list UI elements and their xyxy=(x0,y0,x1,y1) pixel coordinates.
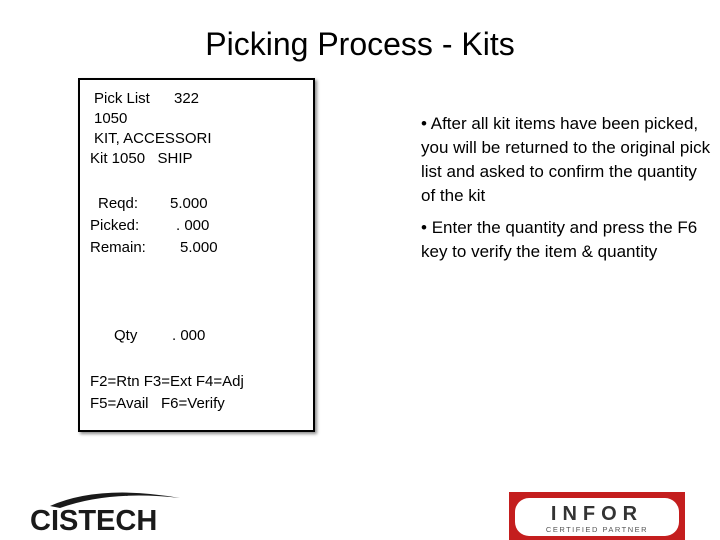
qty-label: Qty xyxy=(114,327,138,344)
slide-title: Picking Process - Kits xyxy=(205,26,515,62)
picked-value: . 000 xyxy=(176,217,210,234)
terminal-screen xyxy=(78,78,315,432)
kit-item-number: 1050 xyxy=(94,110,128,127)
cistech-logo xyxy=(30,488,195,533)
infor-certified-partner-logo xyxy=(509,492,685,540)
function-keys-line2: F5=Avail F6=Verify xyxy=(90,395,225,412)
pick-list-label: Pick List xyxy=(94,90,150,107)
reqd-value: 5.000 xyxy=(170,195,208,212)
bullet-item: • After all kit items have been picked, you will be returned to the original pick list and asked to confirm the quantity of the kit xyxy=(421,114,711,205)
bullet-text: Enter the quantity and press the F6 key to verify the item & quantity xyxy=(421,218,698,261)
infor-wordmark: INFOR xyxy=(550,503,644,525)
bullet-item: • Enter the quantity and press the F6 key to verify the item & quantity xyxy=(421,218,698,261)
reqd-label: Reqd: xyxy=(98,195,139,212)
qty-input[interactable]: . 000 xyxy=(172,327,206,344)
function-keys-line1: F2=Rtn F3=Ext F4=Adj xyxy=(90,373,244,390)
remain-value: 5.000 xyxy=(180,239,218,256)
kit-description: KIT, ACCESSORI xyxy=(94,130,212,147)
picked-label: Picked: xyxy=(90,217,140,234)
cistech-wordmark: CISTECH xyxy=(30,505,158,533)
bullet-text: After all kit items have been picked, you will be returned to the original pick list and asked to confirm the quantity of the kit xyxy=(421,114,711,205)
kit-ship-line: Kit 1050 SHIP xyxy=(90,150,193,167)
bullet-list xyxy=(421,112,711,272)
pick-list-number: 322 xyxy=(174,90,200,107)
infor-certified-text: CERTIFIED PARTNER xyxy=(545,525,649,534)
remain-label: Remain: xyxy=(90,239,146,256)
